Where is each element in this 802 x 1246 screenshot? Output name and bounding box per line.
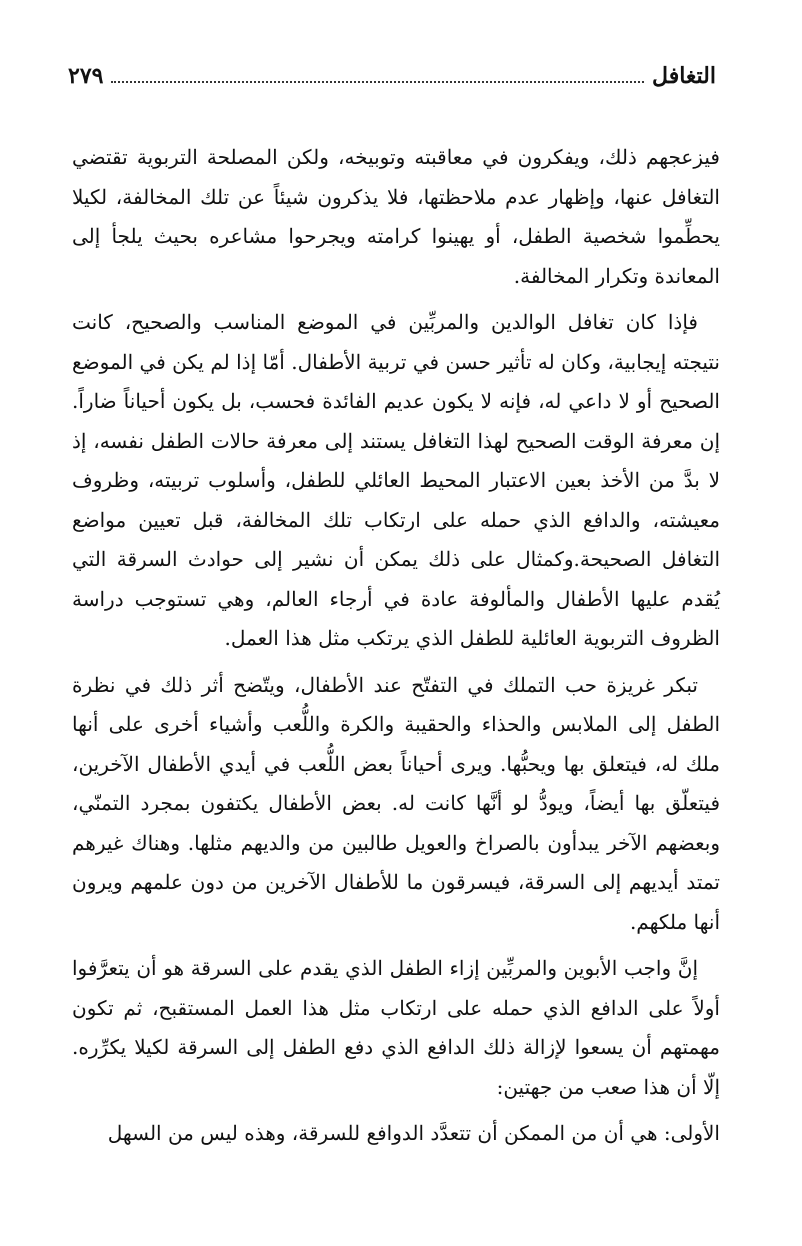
paragraph: فيزعجهم ذلك، ويفكرون في معاقبته وتوبيخه، ولكن المصلحة التربوية تقتضي التغافل عنها، وإظهار عدم ملاحظتها، فلا يذكرون شيئاً عن تلك المخالفة، لكيلا يحطِّموا شخصية الطفل، أو يهينوا كرامته ويجرحوا مشاعره بحيث يلجأ إلى المعاندة وتكرار المخالفة. — [72, 145, 720, 288]
paragraph: تبكر غريزة حب التملك في التفتّح عند الأطفال، ويتّضح أثر ذلك في نظرة الطفل إلى الملابس والحذاء والحقيبة والكرة واللُّعب وأشياء أخرى على أنها ملك له، فيتعلق بها ويحبُّها. ويرى أحياناً بعض اللُّعب في أيدي الأطفال الآخرين، فيتعلّق بها أيضاً، ويودُّ لو أنَّها كانت له. بعض الأطفال يكتفون بمجرد التمنّي، وبعضهم الآخر يبدأون بالصراخ والعويل طالبين من والديهم مثلها. وهناك غيرهم تمتد أيديهم إلى السرقة، فيسرقون ما للأطفال الآخرين من دون علمهم ويرون أنها ملكهم. — [72, 672, 720, 934]
page-number: ٢٧٩ — [68, 63, 104, 89]
dotted-leader — [111, 81, 644, 83]
chapter-title: التغافل — [652, 63, 716, 89]
running-head — [68, 58, 716, 94]
paragraph: إنَّ واجب الأبوين والمربِّين إزاء الطفل الذي يقدم على السرقة هو أن يتعرَّفوا أولاً على الدافع الذي حمله على ارتكاب مثل هذا العمل المستقبح، ثم تكون مهمتهم أن يسعوا لإزالة ذلك الدافع الذي دفع الطفل إلى السرقة لكيلا يكرِّره. إلّا أن هذا صعب من جهتين: — [72, 956, 720, 1099]
paragraph: الأولى: هي أن من الممكن أن تتعدَّد الدوافع للسرقة، وهذه ليس من السهل — [107, 1121, 720, 1145]
body-text — [72, 138, 720, 1161]
paragraph: فإذا كان تغافل الوالدين والمربِّين في الموضع المناسب والصحيح، كانت نتيجته إيجابية، وكان له تأثير حسن في تربية الأطفال. أمّا إذا لم يكن في الموضع الصحيح أو لا داعي له، فإنه لا يكون عديم الفائدة فحسب، بل يكون أحياناً ضاراً. إن معرفة الوقت الصحيح لهذا التغافل يستند إلى معرفة حالات الطفل نفسه، إذ لا بدَّ من الأخذ بعين الاعتبار المحيط العائلي للطفل، وأسلوب تربيته، وظروف معيشته، والدافع الذي حمله على ارتكاب تلك المخالفة، قبل تعيين مواضع التغافل الصحيحة.وكمثال على ذلك يمكن أن نشير إلى حوادث السرقة التي يُقدم عليها الأطفال والمألوفة عادة في أرجاء العالم، وهي تستوجب دراسة الظروف التربوية العائلية للطفل الذي يرتكب مثل هذا العمل. — [72, 310, 720, 650]
